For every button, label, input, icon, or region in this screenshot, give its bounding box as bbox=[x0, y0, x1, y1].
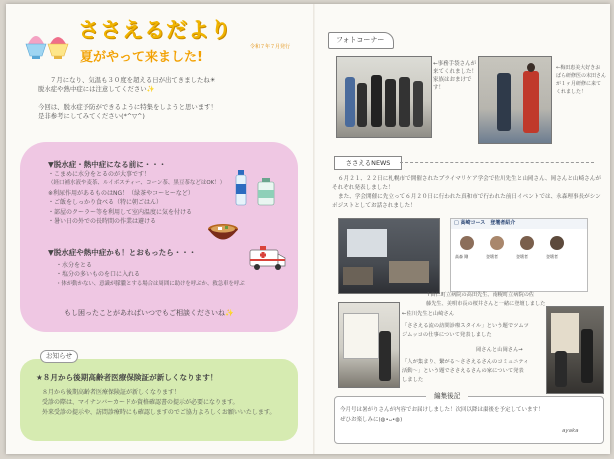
notice-line: 外来受診の提示や、訪問診療時にも確認しますのでご協力よろしくお願いいたします。 bbox=[42, 409, 276, 416]
issue-date: 令和７年７月発行 bbox=[250, 44, 291, 50]
oka-caption-line: 「人が集まり、繋がる〜ささえるさんのコミュニティ bbox=[402, 359, 529, 365]
oka-caption-line: 岡さんと山岡さん→ bbox=[476, 347, 523, 353]
photo-poster-sagawa bbox=[338, 302, 400, 388]
photo-caption-line: 来てくれました！ bbox=[433, 69, 478, 75]
sagawa-caption-line: ←佐川先生と山崎さん bbox=[402, 311, 455, 317]
oka-caption-line: しました bbox=[402, 377, 424, 383]
photo-caption-line: が１ヶ月研修に来て bbox=[556, 81, 602, 87]
intro-line-1: ７月になり、気温も３０度を超える日が出てきましたね☀ bbox=[50, 76, 216, 84]
photo-caption-line: 家族はおまけで bbox=[433, 77, 472, 83]
sagawa-caption-line: 「ささえる流の訪問診療スタイル」という題でツムツ bbox=[402, 323, 529, 329]
news-line: ポジストとしてお話されました！ bbox=[332, 203, 416, 209]
notice-line: 受診の際は、マイナンバーカードか資格確認書の提示が必要になります。 bbox=[42, 399, 239, 406]
photo-caption-line: す！ bbox=[433, 85, 445, 91]
speaker-avatar bbox=[460, 236, 474, 250]
notice-label: お知らせ bbox=[40, 350, 78, 363]
news-line: それぞれ発表しました！ bbox=[332, 185, 394, 191]
page-fold bbox=[313, 4, 315, 454]
tips-list-item: ・こまめに水分をとるのが大事です！ bbox=[48, 171, 151, 178]
speaker-name: 登壇者 bbox=[516, 254, 528, 259]
tips-heading-symptoms: ▼脱水症や熱中症かも！とおもったら・・・ bbox=[48, 248, 197, 257]
photo-symposium bbox=[338, 218, 440, 294]
news-rule bbox=[400, 162, 594, 163]
tips-list-item: ・部屋のクーラー等を利用して室内温度に気を付ける bbox=[48, 209, 193, 216]
left-heading: 夏がやって来ました! bbox=[80, 50, 203, 65]
tips-list-item: ・水分をとる bbox=[56, 262, 93, 269]
soup-bowl-illustration bbox=[206, 220, 240, 246]
photo-staff-group bbox=[336, 56, 432, 138]
newsletter-sheet bbox=[6, 4, 610, 454]
news-line: また、学会開催に先立って６月２０日に行われた真和市で行われた前日イベントでは、永森理事長がシン bbox=[338, 194, 601, 200]
sagawa-caption-line: ジムッコの仕事について発表しました bbox=[402, 332, 492, 338]
tips-list-item: ・体が動かない、意識が朦朧とする場合は周囲に助けを呼ぶか、救急車を呼ぶ bbox=[56, 281, 245, 287]
photo-caption-line: ←事務手袋さんが bbox=[433, 61, 477, 67]
speaker-name: 登壇者 bbox=[546, 254, 558, 259]
photo-corner-label: フォトコーナー bbox=[336, 36, 385, 44]
tips-list-item: ・暑い日の外での長時間の作業は避ける bbox=[48, 218, 157, 225]
photo-caption-line: くれました！ bbox=[556, 89, 587, 95]
event-caption-line: 藤先生、美唄市長の桜井さんと一緒に登壇しました bbox=[426, 301, 546, 307]
speaker-avatar bbox=[550, 236, 564, 250]
intro-line-4: 是非参考にしてみてください(*^▽^) bbox=[38, 112, 145, 120]
tips-list-item: ・ご飯をしっかり食べる（特に朝ごはん） bbox=[48, 199, 163, 206]
shaved-ice-illustration bbox=[24, 26, 72, 62]
notice-line: ８月から後期高齢者医療保険証が新しくなります！ bbox=[42, 389, 181, 396]
postscript-line: ぜひお楽しみに(◍•ᴗ•◍) bbox=[340, 417, 403, 423]
oka-caption-line: 活動〜」という題でささえるさんの家について発表 bbox=[402, 368, 524, 374]
tips-footer: もし困ったことがあればいつでもご相談くださいね✨ bbox=[64, 309, 234, 317]
intro-line-2: 脱水症や熱中症には注意してください✨ bbox=[38, 85, 155, 93]
news-line: ６月２１、２２日に札幌市で開催されたプライマリケア学会で佐川先生と山岡さん、岡さんと山崎さんが bbox=[338, 176, 601, 182]
speaker-avatar bbox=[490, 236, 504, 250]
editor-signature: ayaka bbox=[562, 428, 579, 434]
photo-caption-line: ばら研修医の末田さん bbox=[556, 73, 607, 79]
photo-caption-line: ←梅田恵美大好きお bbox=[556, 65, 601, 71]
postscript-label: 編集後記 bbox=[426, 390, 468, 400]
speaker-avatar bbox=[520, 236, 534, 250]
photo-poster-oka bbox=[546, 306, 604, 394]
tips-heading-prevention: ▼脱水症・熱中症になる前に・・・ bbox=[48, 160, 167, 169]
postscript-line: 今月号は暑がりさんが内容でお届けしました！次回以降は粛後を予定しています！ bbox=[340, 407, 544, 413]
ambulance-illustration bbox=[248, 242, 288, 272]
news-label: ささえるNEWS bbox=[334, 156, 402, 170]
drink-bottles-illustration bbox=[234, 168, 278, 208]
intro-line-3: 今回は、脱水症予防ができるように特集をしようと思います！ bbox=[38, 103, 217, 111]
tips-list-item: （経口補水液や麦茶、ルイボスティー、コーン茶、黒豆茶などはOK！） bbox=[48, 180, 226, 186]
speaker-name: 高森 剛 bbox=[455, 254, 469, 259]
newsletter-title: ささえるだより bbox=[78, 18, 232, 42]
tips-list-item: ・塩分の多いものを口に入れる bbox=[56, 271, 141, 278]
photo-resident bbox=[478, 56, 552, 144]
notice-heading: ★８月から後期高齢者医療保険証が新しくなります！ bbox=[36, 373, 218, 382]
slide-title: □ 高崎コース 登壇者紹介 bbox=[454, 220, 516, 226]
speaker-name: 登壇者 bbox=[486, 254, 498, 259]
event-caption-line: ↑由仁町立病院の高田先生、南幌町立病院の佐 bbox=[426, 292, 535, 298]
tips-list-item: ※利尿作用があるものはNG！（緑茶やコーヒーなど） bbox=[48, 190, 194, 197]
